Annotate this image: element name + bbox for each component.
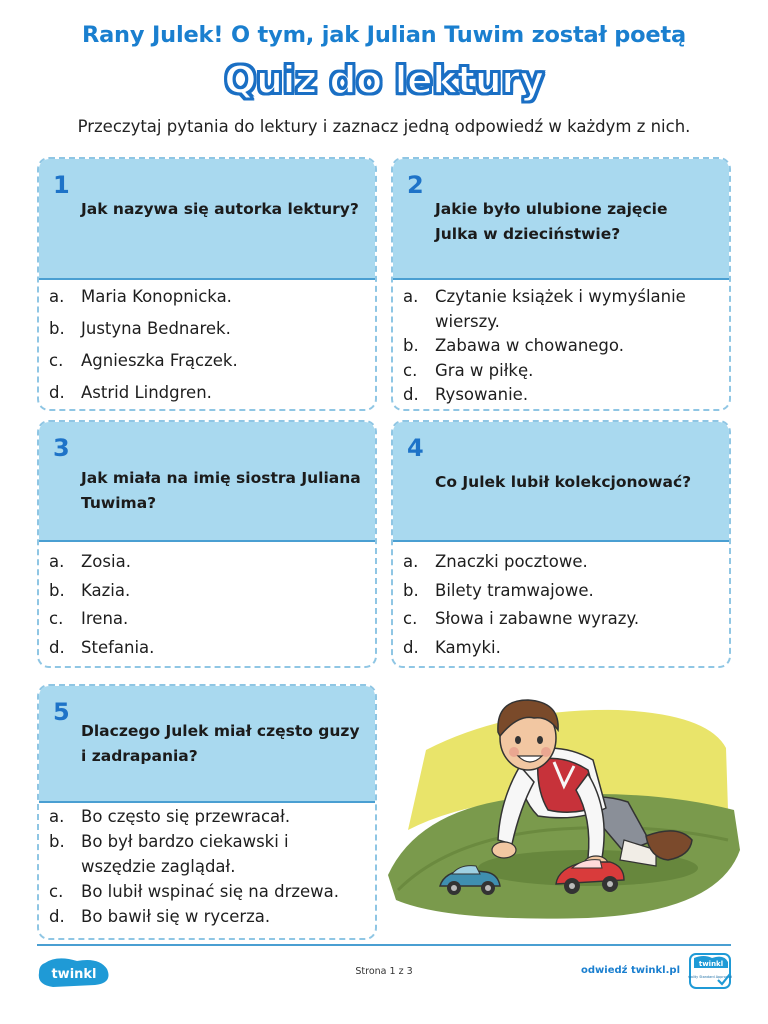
twinkl-logo-text: twinkl	[51, 967, 97, 982]
answer-text: Maria Konopnicka.	[81, 287, 232, 306]
question-header	[393, 422, 729, 542]
question-card-3	[37, 420, 377, 668]
answer-text: Zabawa w chowanego.	[435, 336, 624, 355]
answer-letter: d.	[49, 907, 65, 926]
question-card-5	[37, 684, 377, 940]
answer-text: Astrid Lindgren.	[81, 383, 212, 402]
answer-option[interactable]	[39, 879, 375, 904]
answer-option[interactable]	[39, 285, 375, 309]
answer-text: Czytanie książek i wymyślanie wierszy.	[435, 287, 686, 331]
answer-letter: b.	[49, 580, 65, 600]
answer-option[interactable]	[39, 381, 375, 405]
answer-text: Agnieszka Frączek.	[81, 351, 238, 370]
answer-letter: c.	[49, 609, 64, 628]
question-text: Dlaczego Julek miał często guzy i zadrapania?	[81, 722, 360, 765]
answer-list	[393, 550, 729, 664]
answer-option[interactable]	[39, 636, 375, 660]
answer-text: Kazia.	[81, 580, 131, 600]
answer-letter: c.	[403, 360, 418, 380]
answer-letter: b.	[403, 336, 419, 355]
question-header	[393, 159, 729, 280]
answer-letter: a.	[49, 287, 65, 306]
answer-letter: a.	[403, 552, 419, 571]
answer-option[interactable]	[39, 579, 375, 603]
page-number: Strona 1 z 3	[355, 966, 413, 977]
answer-letter: c.	[403, 609, 418, 628]
answer-option[interactable]	[39, 904, 375, 929]
answer-text: Bo bawił się w rycerza.	[81, 907, 271, 926]
answer-letter: b.	[403, 580, 419, 600]
answer-option[interactable]	[39, 317, 375, 341]
badge-title: twinkl	[698, 960, 724, 968]
answer-text: Stefania.	[81, 637, 155, 657]
question-number: 1	[53, 171, 70, 199]
answer-letter: a.	[403, 287, 419, 306]
answer-letter: d.	[403, 385, 419, 404]
answer-option[interactable]	[393, 285, 729, 334]
answer-list	[39, 285, 375, 411]
answer-option[interactable]	[393, 359, 729, 384]
question-text: Co Julek lubił kolekcjonować?	[435, 473, 692, 491]
answer-option[interactable]	[393, 383, 729, 408]
question-header	[39, 422, 375, 542]
question-header	[39, 686, 375, 803]
question-header	[39, 159, 375, 280]
answer-letter: d.	[49, 637, 65, 657]
question-card-2	[391, 157, 731, 411]
badge-subtitle: Quality Standard Approved	[688, 975, 732, 979]
question-number: 2	[407, 171, 424, 199]
answer-option[interactable]	[393, 579, 729, 603]
question-text: Jakie było ulubione zajęcie Julka w dzieciństwie?	[435, 200, 668, 243]
answer-letter: a.	[49, 807, 65, 826]
answer-letter: a.	[49, 552, 65, 571]
instruction-text: Przeczytaj pytania do lektury i zaznacz jedną odpowiedź w każdym z nich.	[77, 117, 691, 136]
answer-text: Zosia.	[81, 552, 131, 571]
answer-option[interactable]	[39, 349, 375, 373]
question-text: Jak nazywa się autorka lektury?	[81, 200, 359, 218]
answer-text: Justyna Bednarek.	[81, 319, 231, 338]
answer-letter: b.	[49, 319, 65, 338]
answer-list	[39, 804, 375, 929]
worksheet-title: Rany Julek! O tym, jak Julian Tuwim został poetą	[81, 22, 687, 48]
answer-text: Słowa i zabawne wyrazy.	[435, 609, 640, 628]
answer-option[interactable]	[393, 607, 729, 631]
answer-text: Bo był bardzo ciekawski i wszędzie zaglądał.	[81, 832, 289, 876]
answer-text: Irena.	[81, 609, 129, 628]
answer-letter: c.	[49, 882, 64, 901]
answer-letter: d.	[49, 383, 65, 402]
answer-option[interactable]	[39, 829, 375, 879]
answer-text: Rysowanie.	[435, 385, 529, 404]
answer-letter: c.	[49, 351, 64, 370]
question-card-4	[391, 420, 731, 668]
answer-text: Kamyki.	[435, 637, 501, 657]
quiz-heading: Quiz do lektury	[224, 58, 544, 102]
answer-letter: b.	[49, 832, 65, 851]
question-card-1	[37, 157, 377, 411]
answer-option[interactable]	[393, 550, 729, 574]
visit-link[interactable]: odwiedź twinkl.pl	[581, 965, 680, 976]
answer-option[interactable]	[39, 607, 375, 631]
answer-letter: d.	[403, 637, 419, 657]
answer-text: Znaczki pocztowe.	[435, 552, 588, 571]
answer-list	[39, 550, 375, 664]
question-text: Jak miała na imię siostra Juliana Tuwima?	[81, 469, 361, 512]
footer-divider	[37, 944, 731, 946]
answer-text: Bilety tramwajowe.	[435, 580, 594, 600]
answer-option[interactable]	[39, 550, 375, 574]
answer-text: Bo często się przewracał.	[81, 807, 291, 826]
boy-playing-with-toy-cars-illustration	[388, 690, 740, 922]
answer-text: Gra w piłkę.	[435, 360, 534, 380]
answer-option[interactable]	[393, 636, 729, 660]
quality-badge	[688, 952, 734, 992]
answer-list	[393, 285, 729, 408]
answer-text: Bo lubił wspinać się na drzewa.	[81, 882, 340, 901]
question-number: 3	[53, 434, 70, 462]
answer-option[interactable]	[393, 334, 729, 359]
answer-option[interactable]	[39, 804, 375, 829]
question-number: 4	[407, 434, 424, 462]
question-number: 5	[53, 698, 70, 726]
